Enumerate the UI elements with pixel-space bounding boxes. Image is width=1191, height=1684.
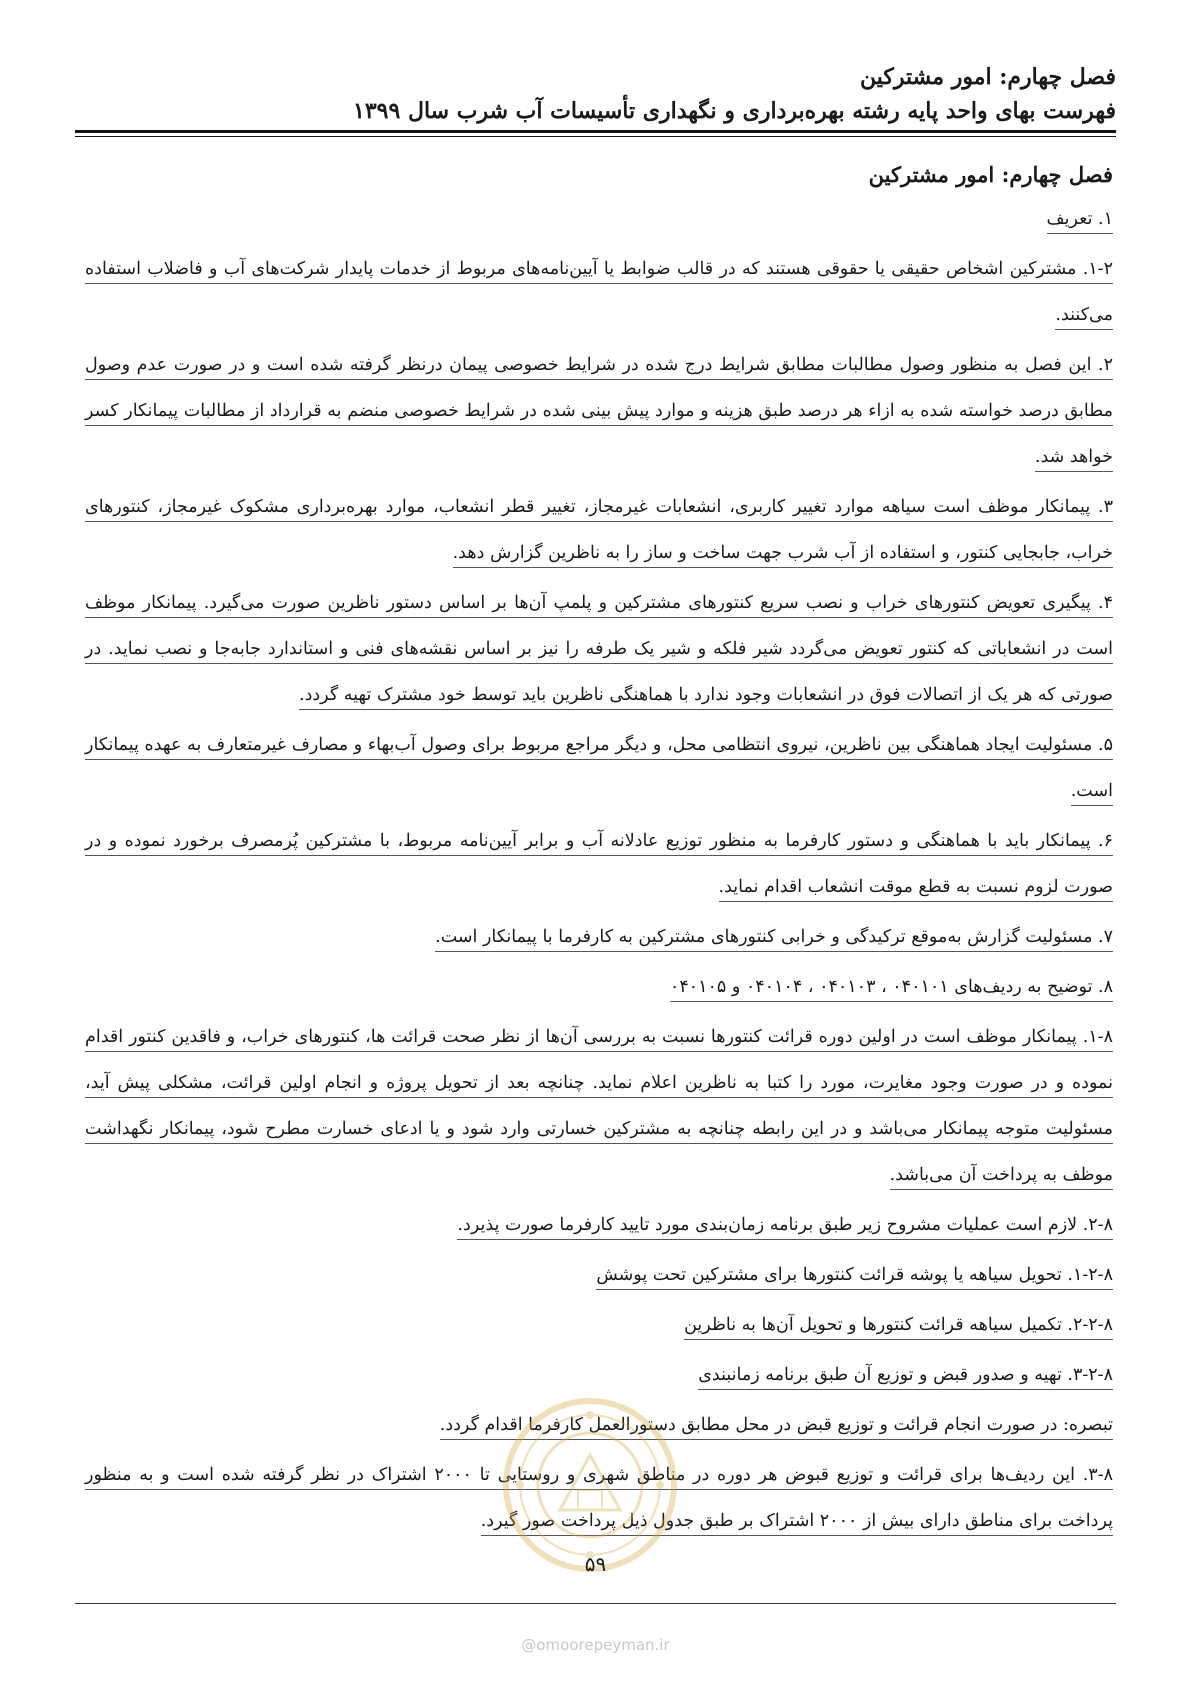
header-chapter-title: فصل چهارم: امور مشترکین xyxy=(860,64,1116,90)
header-document-title: فهرست بهای واحد پایه رشته بهره‌برداری و نگهداری تأسیسات آب شرب سال ۱۳۹۹ xyxy=(353,98,1116,124)
paragraph-4: ۴. پیگیری تعویض کنتورهای خراب و نصب سریع کنتورهای مشترکین و پلمپ آن‌ها بر اساس دستور ناظرین صورت می‌گیرد. پیمانکار موظف است در انشعاباتی که کنتور تعویض می‌گردد شیر فلکه و شیر یک طرفه را نیز بر اساس نقشه‌های فنی و استاندارد جابه‌جا و نصب نماید. در صورتی که هر یک از اتصالات فوق در انشعابات وجود ندارد با هماهنگی ناظرین باید توسط خود مشترک تهیه گردد. xyxy=(85,580,1113,718)
paragraph-8-3: ۳-۸. این ردیف‌ها برای قرائت و توزیع قبوض هر دوره در مناطق شهری و روستایی تا ۲۰۰۰ اشتراک در نظر گرفته شده است و به منظور پرداخت برای مناطق دارای بیش از ۲۰۰۰ اشتراک بر طبق جدول ذیل پرداخت صور گیرد. xyxy=(85,1452,1113,1544)
footer-website[interactable]: @omoorepeyman.ir xyxy=(521,1636,670,1654)
page-number: ۵۹ xyxy=(584,1552,607,1576)
paragraph-7: ۷. مسئولیت گزارش به‌موقع ترکیدگی و خرابی کنتورهای مشترکین به کارفرما با پیمانکار است. xyxy=(85,914,1113,960)
footer-rule xyxy=(75,1603,1116,1604)
document-body xyxy=(85,160,1113,1548)
paragraph-5: ۵. مسئولیت ایجاد هماهنگی بین ناظرین، نیروی انتظامی محل، و دیگر مراجع مربوط برای وصول آب‌بهاء و مصارف غیرمتعارف به عهده پیمانکار است. xyxy=(85,722,1113,814)
paragraph-8-2: ۲-۸. لازم است عملیات مشروح زیر طبق برنامه زمان‌بندی مورد تایید کارفرما صورت پذیرد. xyxy=(85,1202,1113,1248)
header-rule-thin xyxy=(75,136,1116,137)
header-rule-thick xyxy=(75,130,1116,133)
paragraph-1-2: ۱-۲. مشترکین اشخاص حقیقی یا حقوقی هستند که در قالب ضوابط یا آیین‌نامه‌های مربوط از خدمات پایدار شرکت‌های آب و فاضلاب استفاده می‌کنند. xyxy=(85,246,1113,338)
paragraph-8-2-1: ۱-۲-۸. تحویل سیاهه یا پوشه قرائت کنتورها برای مشترکین تحت پوشش xyxy=(85,1252,1113,1298)
paragraph-8: ۸. توضیح به ردیف‌های ۰۴۰۱۰۱ ، ۰۴۰۱۰۳ ، ۰۴۰۱۰۴ و ۰۴۰۱۰۵ xyxy=(85,964,1113,1010)
paragraph-8-1: ۱-۸. پیمانکار موظف است در اولین دوره قرائت کنتورها نسبت به بررسی آن‌ها از نظر صحت قرائت ها، کنتورهای خراب، و فاقدین کنتور اقدام نموده و در صورت وجود مغایرت، مورد را کتبا به ناظرین اعلام نماید. چنانچه بعد از تحویل پروژه و انجام اولین قرائت، مشکلی پیش آید، مسئولیت متوجه پیمانکار می‌باشد و در این رابطه چنانچه به مشترکین خسارتی وارد شود و یا ادعای خسارت مطرح شود، پیمانکار نگهداشت موظف به پرداخت آن می‌باشد. xyxy=(85,1014,1113,1198)
paragraph-note: تبصره: در صورت انجام قرائت و توزیع قبض در محل مطابق دستورالعمل کارفرما اقدام گردد. xyxy=(85,1402,1113,1448)
paragraph-3: ۳. پیمانکار موظف است سیاهه موارد تغییر کاربری، انشعابات غیرمجاز، تغییر قطر انشعاب، موارد بهره‌برداری مشکوک غیرمجاز، کنتورهای خراب، جابجایی کنتور، و استفاده از آب شرب جهت ساخت و ساز را به ناظرین گزارش دهد. xyxy=(85,484,1113,576)
paragraph-1: ۱. تعریف xyxy=(85,198,1113,240)
seal-watermark-icon xyxy=(500,1395,680,1575)
paragraph-2: ۲. این فصل به منظور وصول مطالبات مطابق شرایط درج شده در شرایط خصوصی پیمان درنظر گرفته شده است و در صورت عدم وصول مطابق درصد خواسته شده به ازاء هر درصد طبق هزینه و موارد پیش بینی شده در شرایط خصوصی منضم به قرارداد از مطالبات پیمانکار کسر خواهد شد. xyxy=(85,342,1113,480)
paragraph-8-2-3: ۳-۲-۸. تهیه و صدور قبض و توزیع آن طبق برنامه زمانبندی xyxy=(85,1352,1113,1398)
paragraph-8-2-2: ۲-۲-۸. تکمیل سیاهه قرائت کنتورها و تحویل آن‌ها به ناظرین xyxy=(85,1302,1113,1348)
paragraph-6: ۶. پیمانکار باید با هماهنگی و دستور کارفرما به منظور توزیع عادلانه آب و برابر آیین‌نامه مربوط، با مشترکین پُرمصرف برخورد نموده و در صورت لزوم نسبت به قطع موقت انشعاب اقدام نماید. xyxy=(85,818,1113,910)
section-title: فصل چهارم: امور مشترکین xyxy=(868,162,1113,187)
